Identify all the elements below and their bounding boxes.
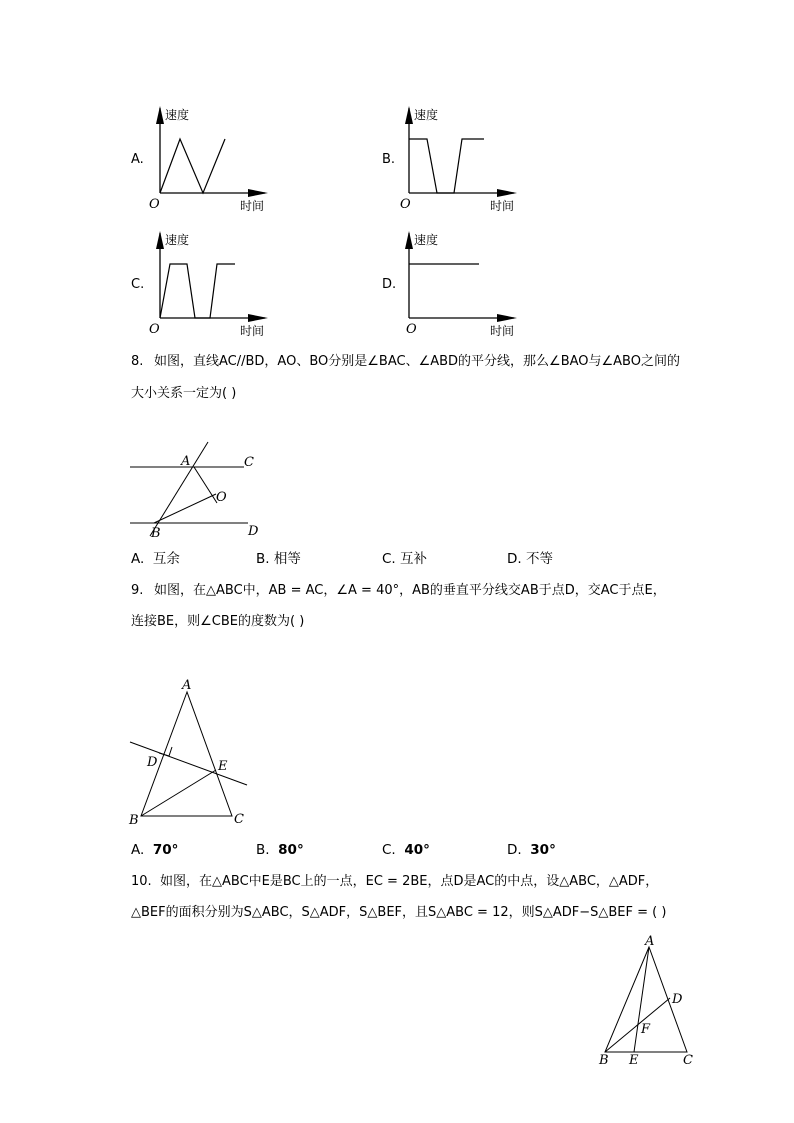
q7-d-ylabel: 速度: [414, 233, 439, 247]
q10-number: 10.: [131, 874, 152, 889]
q9-option-b[interactable]: B. 80°: [256, 842, 304, 858]
q9-option-a[interactable]: A. 70°: [131, 842, 179, 858]
q10-stem-line2: △BEF的面积分别为S△ABC，S△ADF，S△BEF，且S△ABC = 12，则S△ADF−S△BEF = ( ): [131, 905, 667, 920]
q7-a-origin: O: [149, 197, 160, 212]
q10-stem-line1: 如图，在△ABC中E是BC上的一点，EC = 2BE，点D是AC的中点，设△ABC，△ADF，: [160, 874, 659, 889]
q7-d-origin: O: [406, 322, 417, 337]
q9-option-c[interactable]: C. 40°: [382, 842, 430, 858]
q7-c-ylabel: 速度: [165, 233, 190, 247]
q8-stem-line2: 大小关系一定为( ): [131, 386, 237, 401]
q9-label-d: D: [147, 755, 158, 770]
q10-label-c: C: [683, 1053, 693, 1068]
q9-stem-line1: 如图，在△ABC中，AB = AC，∠A = 40°，AB的垂直平分线交AB于点D，交AC于点E，: [154, 583, 666, 598]
q7-option-a-letter: A.: [131, 152, 144, 167]
q10-label-a: A: [645, 934, 655, 949]
q10-label-d: D: [672, 992, 683, 1007]
q7-d-xlabel: 时间: [490, 324, 515, 338]
q7-a-ylabel: 速度: [165, 108, 190, 122]
q9-label-e: E: [218, 759, 228, 774]
q7-a-xlabel: 时间: [240, 199, 265, 213]
q7-option-c-letter: C.: [131, 277, 145, 292]
q10-label-e: E: [629, 1053, 639, 1068]
q7-b-xlabel: 时间: [490, 199, 515, 213]
q8-label-d: D: [248, 524, 259, 539]
q8-number: 8.: [131, 354, 144, 369]
q10-label-f: F: [641, 1022, 651, 1037]
q8-label-o: O: [216, 490, 227, 505]
q9-label-c: C: [234, 812, 244, 827]
q7-b-origin: O: [400, 197, 411, 212]
q7-b-ylabel: 速度: [414, 108, 439, 122]
q10-label-b: B: [599, 1053, 609, 1068]
q9-label-b: B: [129, 813, 139, 828]
q9-stem-line2: 连接BE，则∠CBE的度数为( ): [131, 614, 305, 629]
q9-label-a: A: [182, 678, 192, 693]
q7-c-xlabel: 时间: [240, 324, 265, 338]
q7-c-origin: O: [149, 322, 160, 337]
q7-option-d-letter: D.: [382, 277, 397, 292]
q8-option-d[interactable]: D. 不等: [507, 551, 553, 567]
q8-option-a[interactable]: A. 互余: [131, 551, 180, 567]
q8-label-a: A: [181, 454, 191, 469]
q9-option-d[interactable]: D. 30°: [507, 842, 556, 858]
q8-option-b[interactable]: B. 相等: [256, 551, 301, 567]
q8-stem-line1: 如图，直线AC//BD，AO、BO分别是∠BAC、∠ABD的平分线，那么∠BAO与∠ABO之间的: [154, 354, 680, 369]
q8-option-c[interactable]: C. 互补: [382, 551, 428, 567]
q7-option-b-letter: B.: [382, 152, 396, 167]
q8-label-b: B: [151, 526, 161, 541]
q9-number: 9.: [131, 583, 144, 598]
q8-label-c: C: [244, 455, 254, 470]
